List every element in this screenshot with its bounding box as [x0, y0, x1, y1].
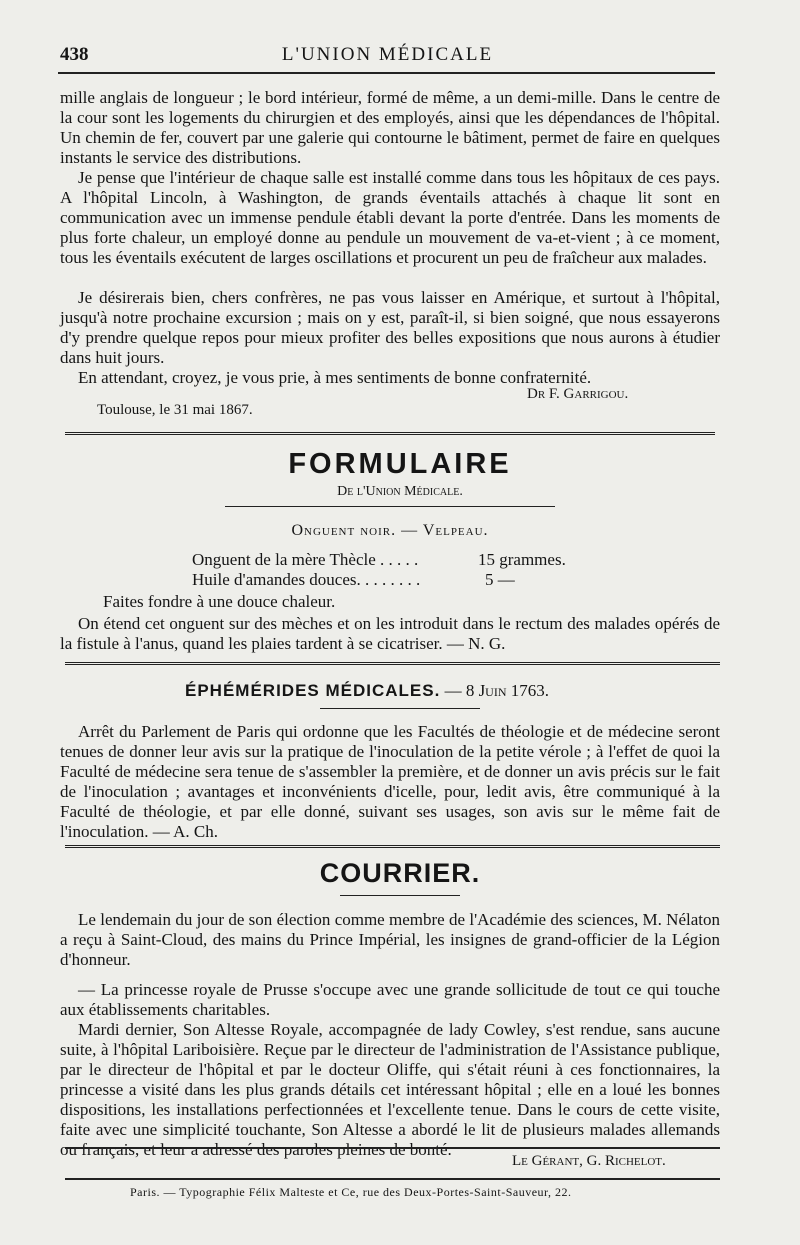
gerant-signature: Le Gérant, G. Richelot.: [512, 1153, 666, 1169]
ephemerides-rule: [320, 708, 480, 709]
courrier-paragraph: — La princesse royale de Prusse s'occupe avec une grande sollicitude de tout ce qui touche aux établissements charitables.: [60, 980, 720, 1019]
courrier-rule: [340, 895, 460, 896]
footer-rule-bottom: [65, 1178, 720, 1180]
section-divider: [65, 662, 720, 665]
ingredient-name: Onguent de la mère Thècle . . . . .: [192, 550, 419, 569]
formulaire-subtitle: De l'Union Médicale.: [337, 484, 463, 499]
letter-paragraph: mille anglais de longueur ; le bord intérieur, formé de même, a un demi-mille. Dans le centre de la cour sont les logements du chirurgien et des employés, ainsi que les dépendances de l'hôpital. Un chemin de fer, couvert par une galerie qui contourne le bâtiment, permet de faire en quelques instants le service des distributions.: [60, 88, 720, 167]
letter-body: [60, 88, 720, 388]
ephemerides-heading: [185, 681, 549, 701]
ingredient-quantity: 5 —: [485, 570, 515, 589]
page-header: [60, 44, 715, 68]
journal-title: L'UNION MÉDICALE: [281, 44, 494, 65]
ephemerides-paragraph: Arrêt du Parlement de Paris qui ordonne que les Facultés de théologie et de médecine seront tenues de donner leur avis sur la pratique de l'inoculation de la petite vérole ; à l'effet de quoi la Faculté de médecine sera tenue de s'assembler la première, et de donner un avis précis sur le fait de l'inoculation ; avantages et inconvénients d'icelle, pour, ledit avis, être communiqué à la Faculté de théologie, et par elle donné, suivant ses usages, son avis sur le même fait de l'inoculation. — A. Ch.: [60, 722, 720, 841]
printer-imprint: Paris. — Typographie Félix Malteste et Ce, rue des Deux-Portes-Saint-Sauveur, 22.: [130, 1185, 572, 1199]
letter-place-date: Toulouse, le 31 mai 1867.: [97, 402, 253, 418]
ephemerides-date: — 8 Juin 1763.: [444, 681, 550, 700]
section-divider: [65, 845, 720, 848]
page-number: 438: [60, 44, 89, 65]
section-divider: [65, 432, 715, 435]
letter-paragraph: En attendant, croyez, je vous prie, à mes sentiments de bonne confraternité.: [78, 368, 592, 387]
footer-rule: [65, 1147, 720, 1149]
courrier-paragraph: Mardi dernier, Son Altesse Royale, accompagnée de lady Cowley, s'est rendue, sans aucune suite, à l'hôpital Lariboisière. Reçue par le directeur de l'administration de l'Assistance publique, par le directeur de l'hôpital et par le docteur Oliffe, qui s'était réuni à ces fonctionnaires, la princesse a visité dans les plus grands détails cet intéressant hôpital ; elle en a loué les bonnes dispositions, les installations perfectionnées et l'excellente tenue. Dans le cours de cette visite, faite avec une simplicité touchante, Son Altesse a abordé le lit de plusieurs malades allemands ou français, et leur a adressé des paroles pleines de bonté.: [60, 1020, 720, 1159]
formulaire-rule: [225, 506, 555, 507]
ingredient-quantity: 15 grammes.: [478, 550, 566, 569]
formulaire-title: FORMULAIRE: [288, 448, 512, 480]
note-paragraph: On étend cet onguent sur des mèches et on les introduit dans le rectum des malades opérés de la fistule à l'anus, quand les plaies tardent à se cicatriser. — N. G.: [60, 614, 720, 653]
ephemerides-title: ÉPHÉMÉRIDES MÉDICALES.: [185, 681, 441, 700]
ephemerides-body: [60, 722, 720, 842]
letter-paragraph: Je désirerais bien, chers confrères, ne pas vous laisser en Amérique, et surtout à l'hôpital, jusqu'à notre prochaine excursion ; mais on y est, paraît-il, si bien soigné, que nous essayerons d'y prendre quelque repos pour mieux profiter des belles expositions que nous aurons à étudier dans huit jours.: [60, 288, 720, 367]
recipe-title: Onguent noir. — Velpeau.: [291, 522, 489, 539]
ingredient-name: Huile d'amandes douces. . . . . . . .: [192, 570, 421, 589]
formulaire-note: [60, 614, 720, 654]
recipe-instruction: Faites fondre à une douce chaleur.: [103, 592, 336, 611]
courrier-paragraph: Le lendemain du jour de son élection comme membre de l'Académie des sciences, M. Nélaton a reçu à Saint-Cloud, des mains du Prince Impérial, les insignes de grand-officier de la Légion d'honneur.: [60, 910, 720, 969]
letter-signature: Dr F. Garrigou.: [527, 386, 629, 402]
letter-paragraph: Je pense que l'intérieur de chaque salle est installé comme dans tous les hôpitaux de ces pays. A l'hôpital Lincoln, à Washington, de grands éventails attachés à chaque lit sont en communication avec un immense pendule établi devant la porte d'entrée. Dans les moments de plus forte chaleur, un employé donne au pendule un mouvement de va-et-vient ; à ce moment, tous les éventails exécutent de larges oscillations et procurent un peu de fraîcheur aux malades.: [60, 168, 720, 267]
courrier-title: COURRIER.: [319, 858, 481, 888]
header-rule: [58, 72, 715, 74]
courrier-body: [60, 910, 720, 1160]
